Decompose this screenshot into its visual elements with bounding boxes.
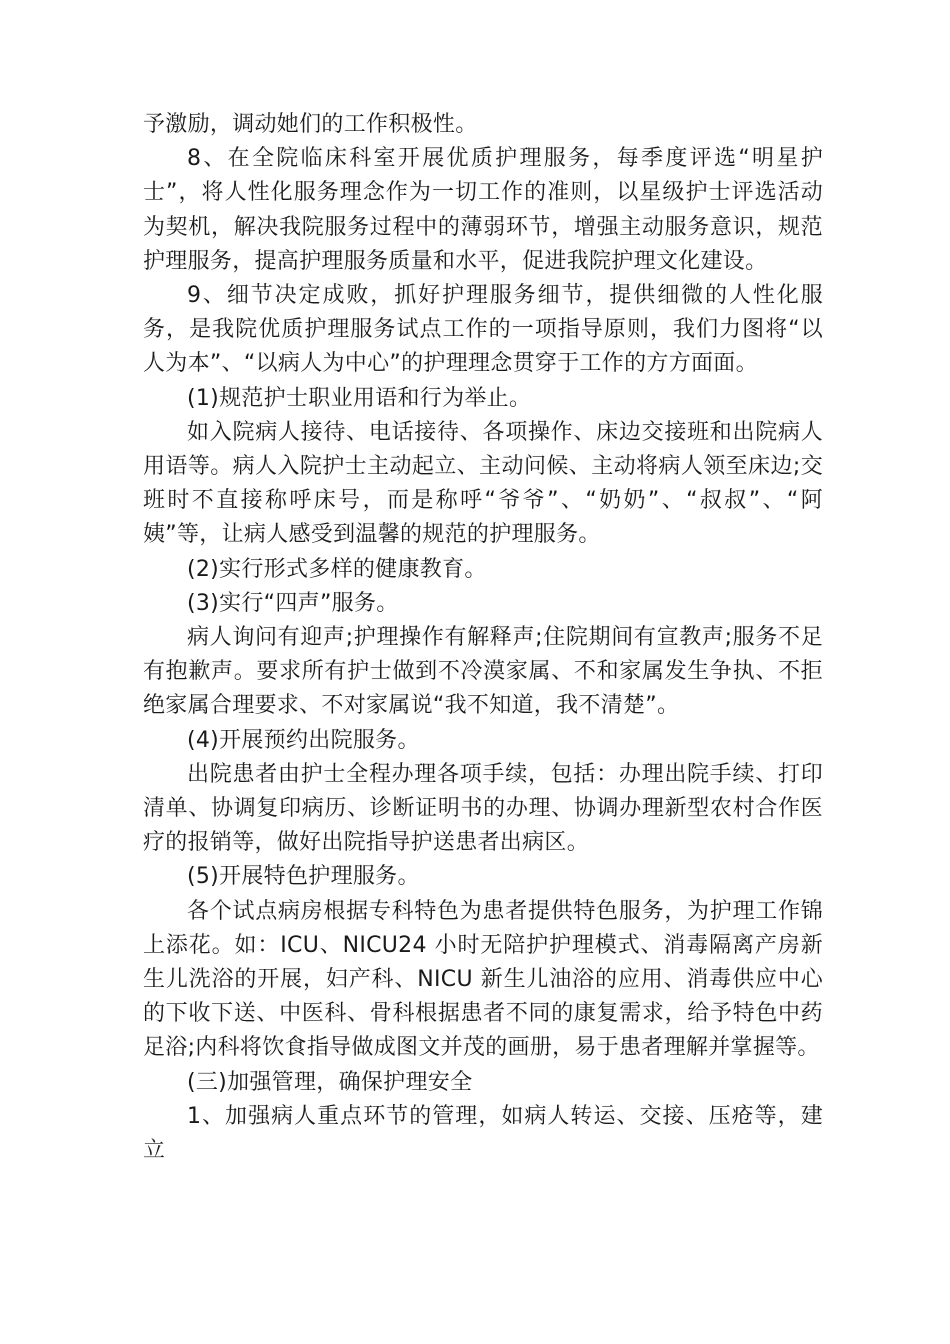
sub-heading: (2)实行形式多样的健康教育。 <box>187 556 487 582</box>
paragraph: 如入院病人接待、电话接待、各项操作、床边交接班和出院病人用语等。病人入院护士主动起立、主动问候、主动将病人领至床边;交班时不直接称呼床号，而是称呼“爷爷”、“奶奶”、“叔叔”、“阿姨”等，让病人感受到温馨的规范的护理服务。 <box>143 419 823 548</box>
paragraph: 8、在全院临床科室开展优质护理服务，每季度评选“明星护士”，将人性化服务理念作为一切工作的准则，以星级护士评选活动为契机，解决我院服务过程中的薄弱环节，增强主动服务意识，规范护理服务，提高护理服务质量和水平，促进我院护理文化建设。 <box>143 146 823 274</box>
paragraph: 9、细节决定成败，抓好护理服务细节，提供细微的人性化服务，是我院优质护理服务试点工作的一项指导原则，我们力图将“以人为本”、“以病人为中心”的护理理念贯穿于工作的方方面面。 <box>143 283 823 377</box>
paragraph: 各个试点病房根据专科特色为患者提供特色服务，为护理工作锦上添花。如：ICU、NICU24 小时无陪护护理模式、消毒隔离产房新生儿洗浴的开展，妇产科、NICU 新生儿油浴的应用、消毒供应中心的下收下送、中医科、骨科根据患者不同的康复需求，给予特色中药足浴;内科将饮食指导做成图文并茂的画册，易于患者理解并掌握等。 <box>143 898 823 1061</box>
sub-heading: (1)规范护士职业用语和行为举止。 <box>187 385 532 411</box>
section-heading: (三)加强管理，确保护理安全 <box>187 1069 473 1095</box>
sub-heading: (3)实行“四声”服务。 <box>187 590 399 616</box>
paragraph: 出院患者由护士全程办理各项手续，包括：办理出院手续、打印清单、协调复印病历、诊断证明书的办理、协调办理新型农村合作医疗的报销等，做好出院指导护送患者出病区。 <box>143 761 823 856</box>
paragraph: 病人询问有迎声;护理操作有解释声;住院期间有宣教声;服务不足有抱歉声。要求所有护士做到不冷漠家属、不和家属发生争执、不拒绝家属合理要求、不对家属说“我不知道，我不清楚”。 <box>143 625 823 719</box>
sub-heading: (4)开展预约出院服务。 <box>187 727 420 753</box>
document-body <box>143 108 823 1168</box>
sub-heading: (5)开展特色护理服务。 <box>187 864 420 890</box>
paragraph: 予激励，调动她们的工作积极性。 <box>143 112 478 137</box>
paragraph: 1、加强病人重点环节的管理，如病人转运、交接、压疮等，建立 <box>143 1103 823 1164</box>
